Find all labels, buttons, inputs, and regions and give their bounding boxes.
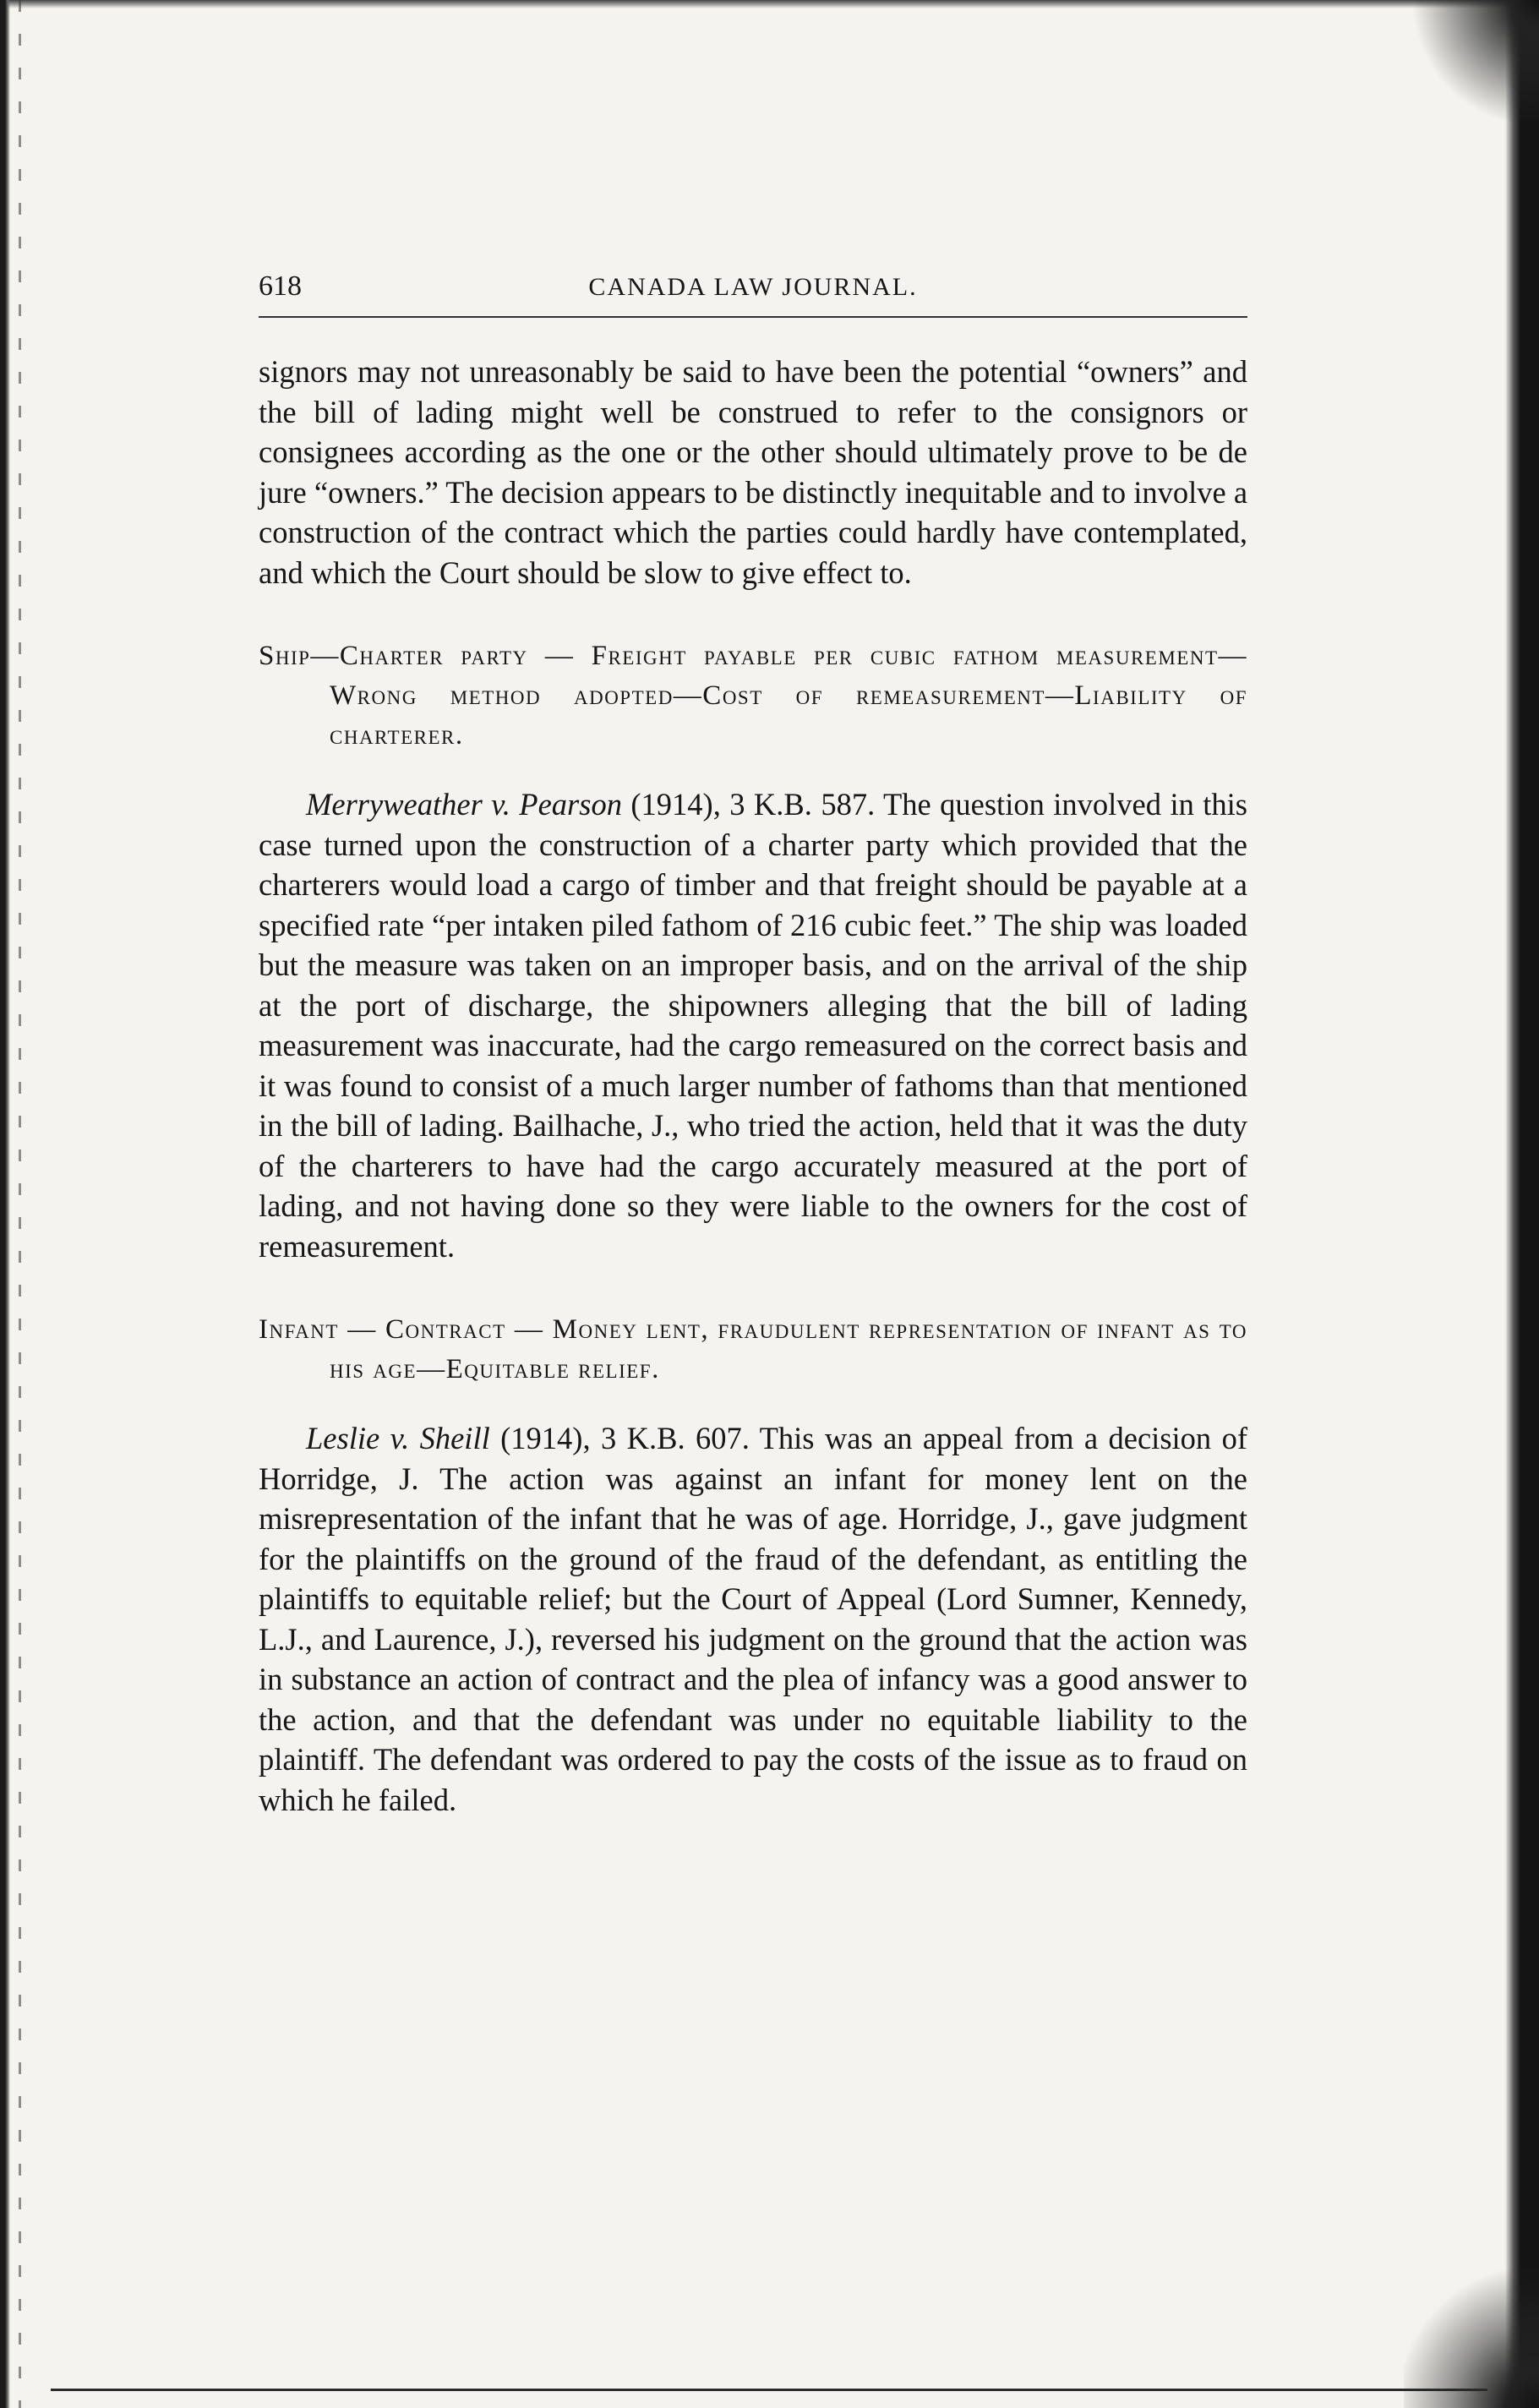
scan-bottom-edge (51, 2389, 1487, 2391)
scan-right-edge (1505, 0, 1539, 2408)
scan-binding-marks (19, 0, 21, 2408)
header-rule (259, 316, 1247, 318)
scan-corner-smudge-bottom (1404, 2239, 1539, 2408)
journal-title: CANADA LAW JOURNAL. (588, 273, 918, 301)
case-paragraph-merryweather (259, 784, 1247, 1266)
case-name: Leslie v. Sheill (306, 1421, 490, 1455)
scan-top-edge (0, 0, 1539, 8)
scan-corner-smudge-top (1404, 0, 1539, 135)
section-heading-ship-charter-party: Ship—Charter party — Freight payable per cubic fathom measurement—Wrong method adopted—Cost of remeasurement—Liability of charterer. (259, 641, 1247, 751)
case-text: (1914), 3 K.B. 587. The question involved in this case turned upon the construction of a charter party which provided that the charterers would load a cargo of timber and that freight should be payable at a specified rate “per intaken piled fathom of 216 cubic feet.” The ship was loaded but the measure was taken on an improper basis, and on the arrival of the ship at the port of discharge, the shipowners alleging that the bill of lading measurement was inaccurate, had the cargo remeasured on the correct basis and it was found to consist of a much larger number of fathoms than that mentioned in the bill of lading. Bailhache, J., who tried the action, held that it was the duty of the charterers to have had the cargo accurately measured at the port of lading, and not having done so they were liable to the owners for the cost of remeasurement. (259, 787, 1247, 1264)
case-name: Merryweather v. Pearson (306, 787, 622, 822)
scan-left-edge (0, 0, 10, 2408)
case-paragraph-leslie (259, 1418, 1247, 1820)
section-heading-infant-contract: Infant — Contract — Money lent, fraudulent representation of infant as to his age—Equitable relief. (259, 1314, 1247, 1384)
continuation-paragraph: signors may not unreasonably be said to have been the potential “owners” and the bill of lading might well be construed to refer to the consignors or consignees according as the one or the other should ultimately prove to be de jure “owners.” The decision appears to be distinctly inequitable and to involve a construction of the contract which the parties could hardly have contemplated, and which the Court should be slow to give effect to. (259, 354, 1248, 590)
case-text: (1914), 3 K.B. 607. This was an appeal from a decision of Horridge, J. The action was against an infant for money lent on the misrepresentation of the infant that he was of age. Horridge, J., gave judgment for the plaintiffs on the ground of the fraud of the defendant, as entitling the plaintiffs to equitable relief; but the Court of Appeal (Lord Sumner, Kennedy, L.J., and Laurence, J.), reversed his judgment on the ground that the action was in substance an action of contract and the plea of infancy was a good answer to the action, and that the defendant was under no equitable liability to the plaintiff. The defendant was ordered to pay the costs of the issue as to fraud on which he failed. (259, 1421, 1247, 1817)
page-number: 618 (259, 270, 302, 302)
journal-page (259, 270, 1247, 1820)
running-head (259, 270, 1247, 311)
